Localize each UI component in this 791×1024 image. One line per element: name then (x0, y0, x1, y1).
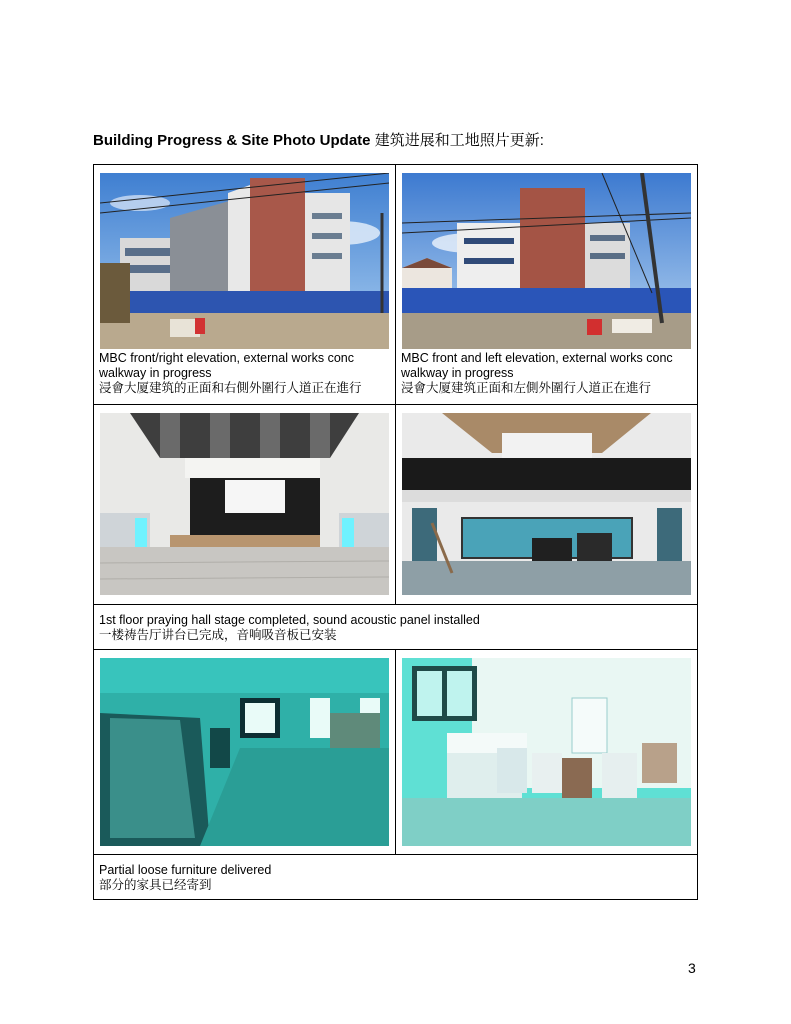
heading-bold: Building Progress & Site Photo Update (93, 132, 371, 149)
caption-1-1 (94, 349, 395, 396)
caption-2-en: 1st floor praying hall stage completed, sound acoustic panel installed (99, 613, 480, 627)
caption-3-en: Partial loose furniture delivered (99, 863, 272, 877)
photo-row-3-caption (94, 855, 698, 900)
praying-hall-stage-photo (100, 413, 389, 595)
photo-row-2-caption (94, 605, 698, 650)
loose-furniture-boxes-photo (100, 658, 389, 846)
page-heading (93, 129, 544, 150)
caption-1-2-zh: 浸會大厦建筑正面和左側外圍行人道正在進行 (401, 381, 652, 395)
caption-1-2 (396, 349, 697, 396)
caption-1-1-en: MBC front/right elevation, external works conc walkway in progress (99, 351, 354, 380)
photo-table (93, 164, 698, 900)
caption-3-zh: 部分的家具已经寄到 (99, 878, 212, 892)
photo-cell-2-1 (94, 405, 396, 605)
heading-chinese: 建筑进展和工地照片更新: (370, 132, 544, 149)
photo-row-2-images (94, 405, 698, 605)
photo-cell-3-1 (94, 650, 396, 855)
caption-2 (94, 605, 698, 650)
praying-hall-balcony-photo (402, 413, 691, 595)
caption-1-2-en: MBC front and left elevation, external works conc walkway in progress (401, 351, 673, 380)
caption-1-1-zh: 浸會大厦建筑的正面和右側外圍行人道正在進行 (99, 381, 362, 395)
caption-3 (94, 855, 698, 900)
photo-cell-2-2 (396, 405, 698, 605)
caption-2-zh: 一楼祷告厅讲台已完成，音响吸音板已安装 (99, 628, 337, 642)
loose-furniture-chairs-photo (402, 658, 691, 846)
mbc-front-right-elevation-photo (100, 173, 389, 349)
photo-cell-1-1 (94, 165, 396, 405)
page-number: 3 (688, 960, 696, 976)
mbc-front-left-elevation-photo (402, 173, 691, 349)
photo-row-1 (94, 165, 698, 405)
photo-row-3-images (94, 650, 698, 855)
photo-cell-3-2 (396, 650, 698, 855)
photo-cell-1-2 (396, 165, 698, 405)
